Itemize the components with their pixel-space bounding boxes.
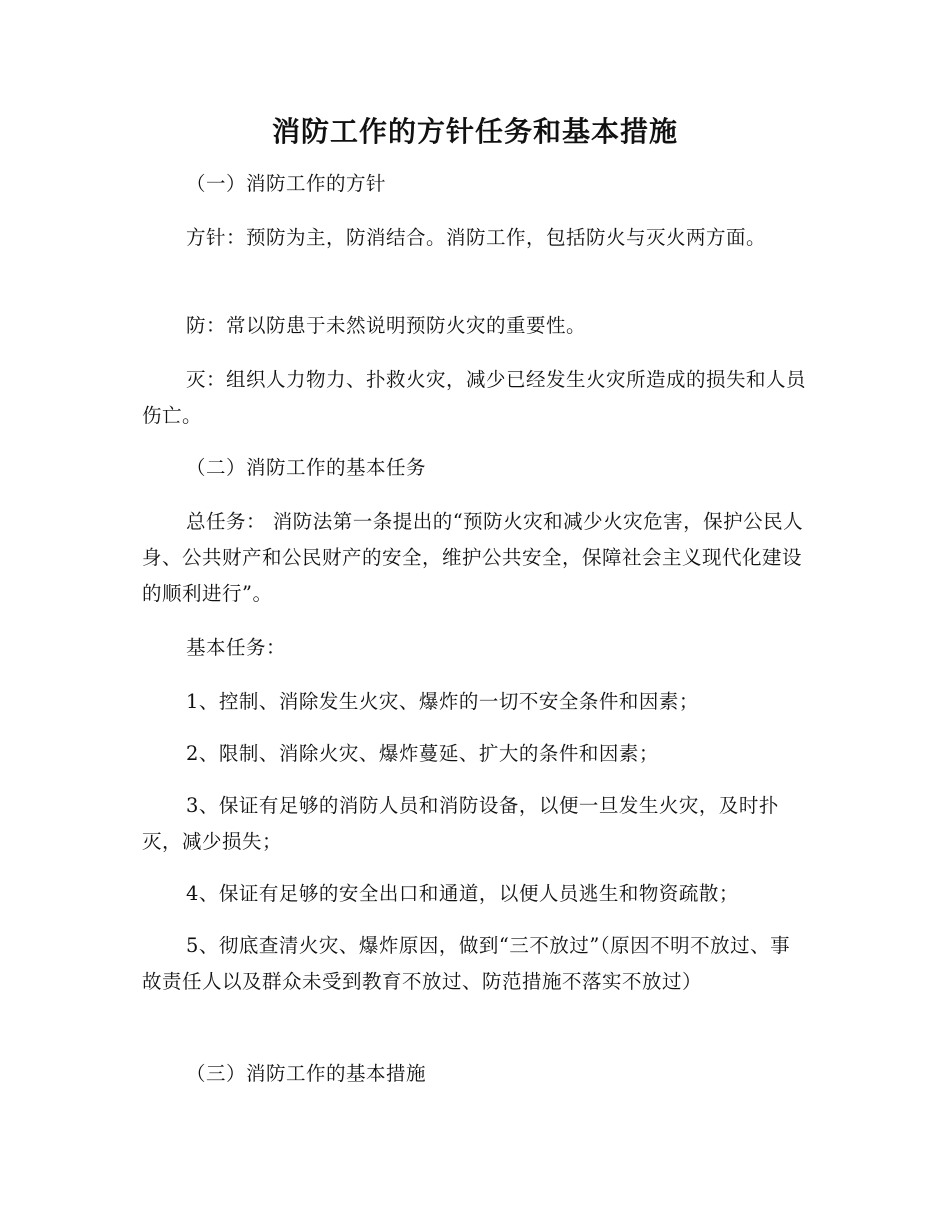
paragraph-general-task: 总任务： 消防法第一条提出的“预防火灾和减少火灾危害，保护公民人身、公共财产和公民财产的安全，维护公共安全，保障社会主义现代化建设的顺利进行”。 bbox=[142, 510, 804, 605]
paragraph-basic-tasks-label: 基本任务： bbox=[186, 636, 287, 659]
list-item-task-5: 5、彻底查清火灾、爆炸原因，做到“三不放过”（原因不明不放过、事故责任人以及群众未受到教育不放过、防范措施不落实不放过） bbox=[142, 934, 791, 993]
list-item-task-1: 1、控制、消除发生火灾、爆炸的一切不安全条件和因素； bbox=[186, 690, 699, 713]
paragraph-prevention: 防：常以防患于未然说明预防火灾的重要性。 bbox=[186, 314, 587, 337]
list-item-task-4: 4、保证有足够的安全出口和通道，以便人员逃生和物资疏散； bbox=[186, 882, 739, 905]
section-heading-3: （三）消防工作的基本措施 bbox=[186, 1062, 427, 1085]
list-item-task-3: 3、保证有足够的消防人员和消防设备，以便一旦发生火灾，及时扑灭，减少损失； bbox=[142, 794, 779, 853]
section-heading-1: （一）消防工作的方针 bbox=[186, 172, 387, 195]
paragraph-extinguishing: 灭：组织人力物力、扑救火灾，减少已经发生火灾所造成的损失和人员伤亡。 bbox=[142, 368, 807, 427]
section-heading-2: （二）消防工作的基本任务 bbox=[186, 456, 427, 479]
list-item-task-2: 2、限制、消除火灾、爆炸蔓延、扩大的条件和因素； bbox=[186, 742, 659, 765]
document-title: 消防工作的方针任务和基本措施 bbox=[271, 115, 678, 148]
paragraph-policy: 方针：预防为主，防消结合。消防工作，包括防火与灭火两方面。 bbox=[186, 226, 767, 249]
